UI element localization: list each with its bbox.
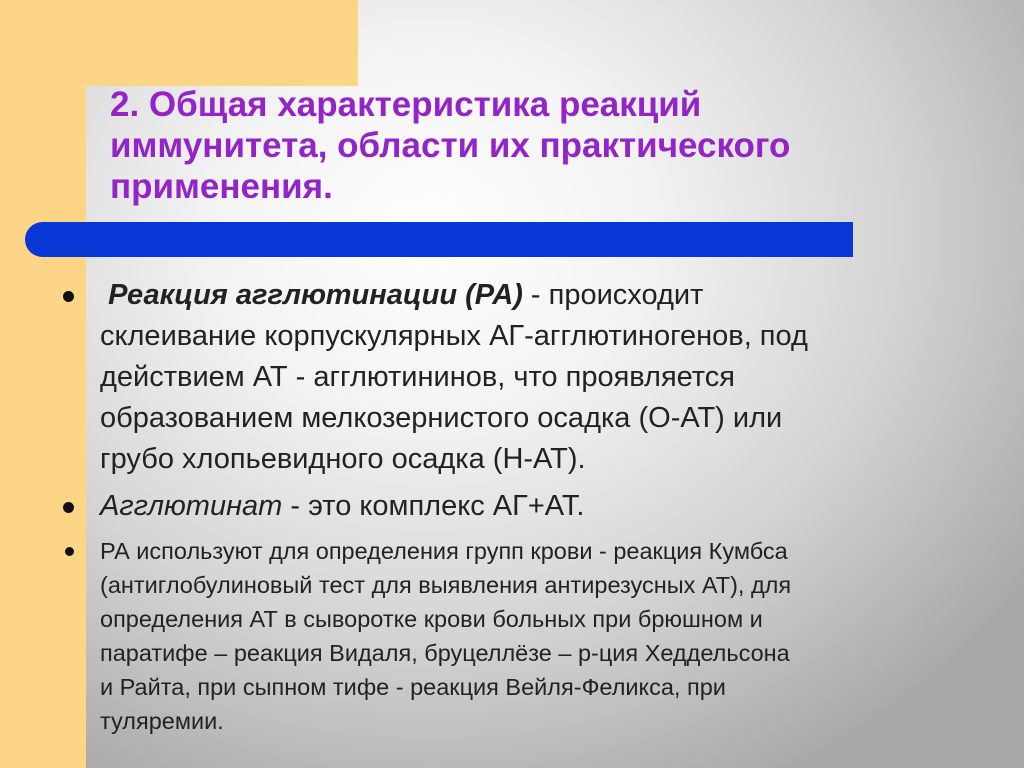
- bullet-line: паратифе – реакция Видаля, бруцеллёзе – р-ция Хеддельсона: [100, 640, 790, 666]
- bullet-line: РА используют для определения групп крови - реакция Кумбса: [100, 538, 788, 564]
- bullet-line: грубо хлопьевидного осадка (Н-АТ).: [100, 443, 586, 475]
- title-underline-bar: [25, 222, 853, 257]
- bullet-line: [100, 486, 584, 527]
- bullet-lead-line: [100, 275, 808, 316]
- title-line: применения.: [110, 167, 333, 206]
- bullet-line: туляремии.: [100, 708, 224, 734]
- bullet-rest: - это комплекс АГ+АТ.: [282, 490, 585, 522]
- bullet-line: (антиглобулиновый тест для выявления антирезусных АТ), для: [100, 572, 792, 598]
- term-agglutinate: Агглютинат: [100, 490, 283, 522]
- bullet-dot: [63, 291, 74, 302]
- bullet-line: определения АТ в сыворотке крови больных при брюшном и: [100, 606, 763, 632]
- title-line: 2. Общая характеристика реакций: [110, 85, 702, 124]
- top-decor-block: [0, 0, 358, 86]
- left-decor-band: [0, 0, 86, 768]
- bullet-dot: [65, 547, 74, 556]
- bullet-agglutinate: [100, 486, 584, 527]
- bullet-ra-usage: [100, 534, 791, 738]
- bullet-line: действием АТ - агглютининов, что проявляется: [100, 361, 735, 393]
- bullet-line: склеивание корпускулярных АГ-агглютиногенов, под: [100, 320, 808, 352]
- bullet-line: образованием мелкозернистого осадка (О-АТ) или: [100, 402, 783, 434]
- slide-title: [110, 84, 930, 207]
- term-agglutination: Реакция агглютинации (РА): [108, 279, 523, 311]
- title-line: иммунитета, области их практического: [110, 126, 791, 165]
- bullet-agglutination: [100, 275, 808, 480]
- bullet-line: и Райта, при сыпном тифе - реакция Вейля-Феликса, при: [100, 674, 726, 700]
- bullet-dot: [63, 502, 74, 513]
- bullet-lead-rest: - происходит: [522, 279, 704, 311]
